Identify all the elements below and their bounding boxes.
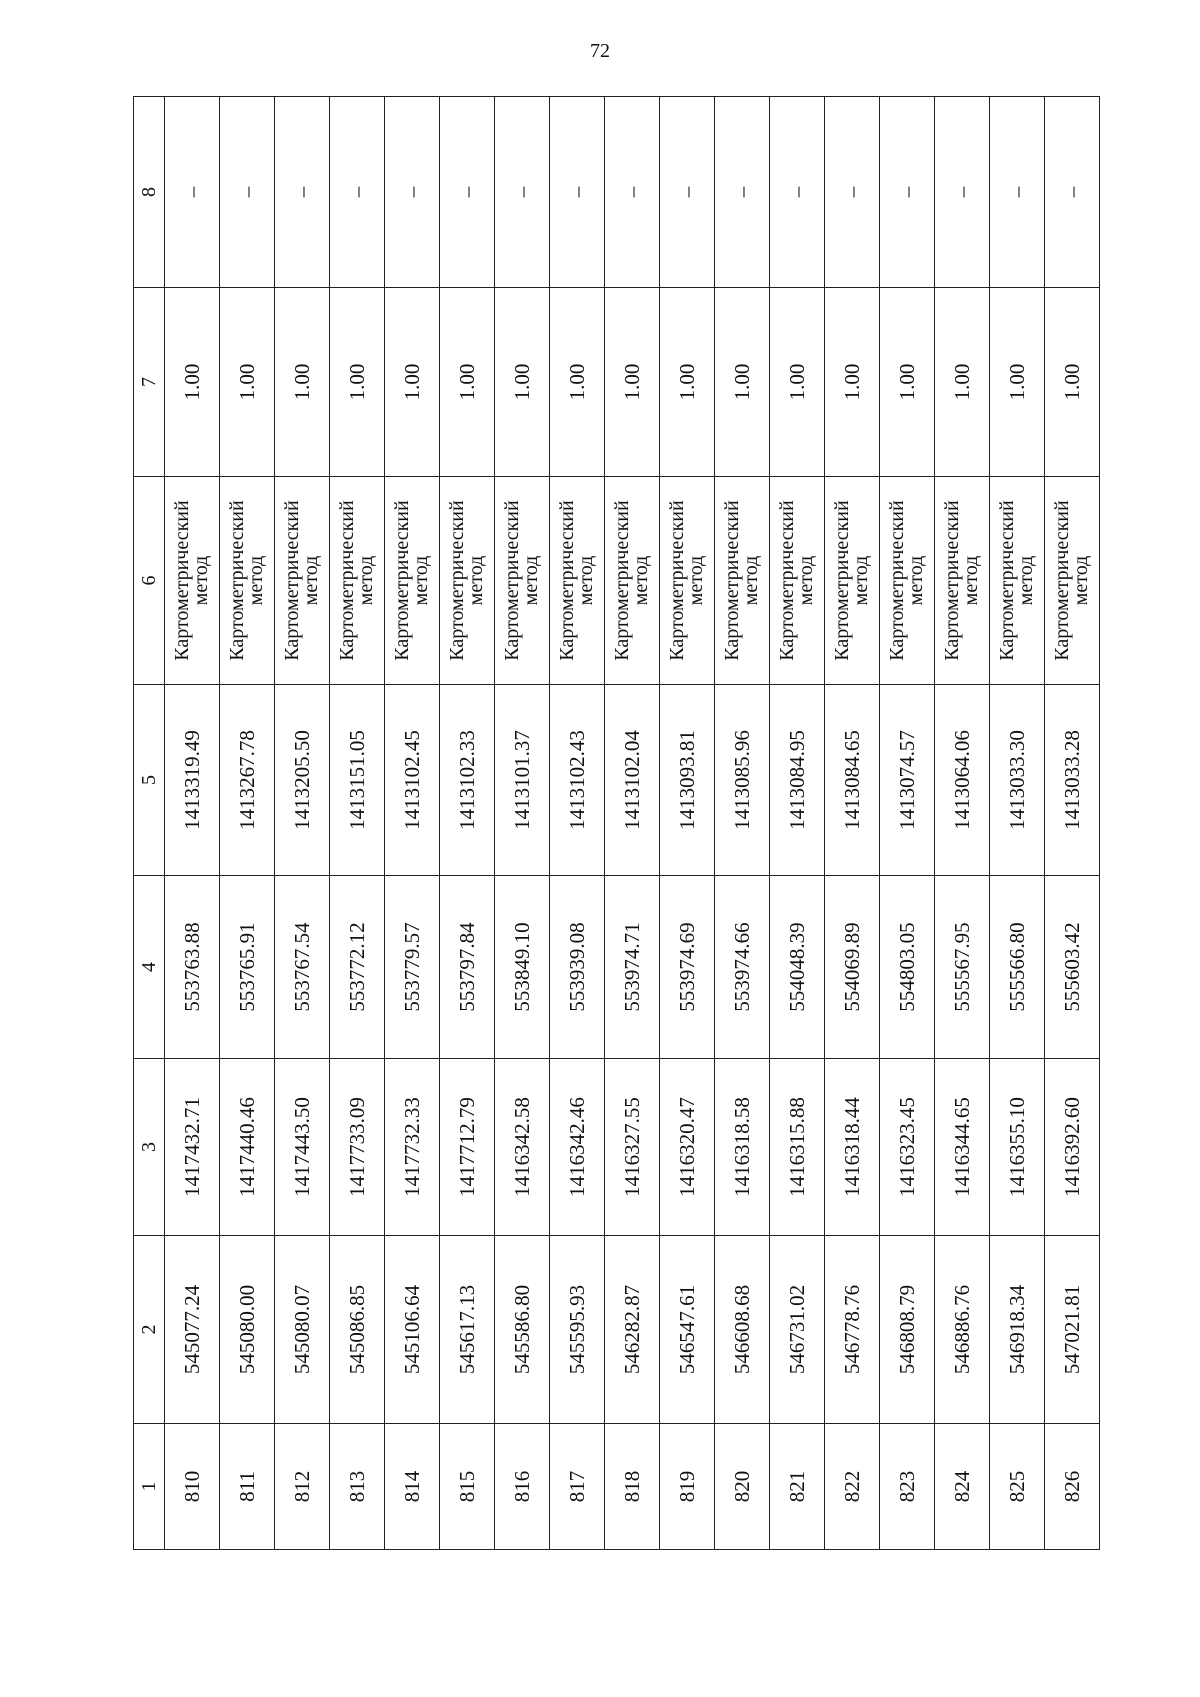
y-coordinate-cell: 1416327.55 [605,1059,660,1236]
y-coordinate-cell: 1413101.37 [495,685,550,876]
notes-cell: – [880,97,935,288]
method-line-1: Картометрический [831,500,853,661]
y-coordinate-cell: 1417733.09 [330,1059,385,1236]
method-line-1: Картометрический [611,500,633,661]
method-line-2: метод [795,555,817,606]
table-row [275,97,330,1550]
table-row [825,97,880,1550]
method-cell [330,477,385,685]
point-number-cell: 823 [880,1424,935,1550]
point-number-cell: 817 [550,1424,605,1550]
x-coordinate-cell: 555603.42 [1045,876,1100,1059]
notes-cell: – [715,97,770,288]
x-coordinate-cell: 553779.57 [385,876,440,1059]
accuracy-cell: 1.00 [495,288,550,477]
x-coordinate-cell: 546886.76 [935,1236,990,1424]
point-number-cell: 813 [330,1424,385,1550]
x-coordinate-cell: 545077.24 [165,1236,220,1424]
table-row [770,97,825,1550]
y-coordinate-cell: 1413319.49 [165,685,220,876]
table-row [880,97,935,1550]
table-row [605,97,660,1550]
column-header: 3 [134,1059,165,1236]
notes-cell: – [660,97,715,288]
y-coordinate-cell: 1416342.46 [550,1059,605,1236]
y-coordinate-cell: 1416318.44 [825,1059,880,1236]
method-line-1: Картометрический [996,500,1018,661]
y-coordinate-cell: 1413033.30 [990,685,1045,876]
accuracy-cell: 1.00 [770,288,825,477]
x-coordinate-cell: 553797.84 [440,876,495,1059]
x-coordinate-cell: 553772.12 [330,876,385,1059]
notes-cell: – [385,97,440,288]
y-coordinate-cell: 1417712.79 [440,1059,495,1236]
notes-cell: – [935,97,990,288]
x-coordinate-cell: 553849.10 [495,876,550,1059]
method-line-2: метод [905,555,927,606]
accuracy-cell: 1.00 [825,288,880,477]
x-coordinate-cell: 546282.87 [605,1236,660,1424]
method-cell [550,477,605,685]
method-cell [715,477,770,685]
method-line-2: метод [850,555,872,606]
point-number-cell: 815 [440,1424,495,1550]
y-coordinate-cell: 1413064.06 [935,685,990,876]
notes-cell: – [825,97,880,288]
column-header: 5 [134,685,165,876]
x-coordinate-cell: 555567.95 [935,876,990,1059]
x-coordinate-cell: 546778.76 [825,1236,880,1424]
accuracy-cell: 1.00 [275,288,330,477]
method-line-1: Картометрический [281,500,303,661]
y-coordinate-cell: 1416342.58 [495,1059,550,1236]
y-coordinate-cell: 1413033.28 [1045,685,1100,876]
method-line-1: Картометрический [391,500,413,661]
method-cell [385,477,440,685]
y-coordinate-cell: 1416344.65 [935,1059,990,1236]
method-line-2: метод [1070,555,1092,606]
method-line-1: Картометрический [336,500,358,661]
x-coordinate-cell: 545086.85 [330,1236,385,1424]
method-cell [275,477,330,685]
method-cell [660,477,715,685]
y-coordinate-cell: 1416355.10 [990,1059,1045,1236]
point-number-cell: 820 [715,1424,770,1550]
method-line-1: Картометрический [721,500,743,661]
x-coordinate-cell: 546808.79 [880,1236,935,1424]
x-coordinate-cell: 545106.64 [385,1236,440,1424]
point-number-cell: 818 [605,1424,660,1550]
column-header: 6 [134,477,165,685]
method-line-1: Картометрический [941,500,963,661]
column-header: 7 [134,288,165,477]
x-coordinate-cell: 553767.54 [275,876,330,1059]
point-number-cell: 826 [1045,1424,1100,1550]
y-coordinate-cell: 1416320.47 [660,1059,715,1236]
x-coordinate-cell: 547021.81 [1045,1236,1100,1424]
accuracy-cell: 1.00 [880,288,935,477]
column-header: 1 [134,1424,165,1550]
column-header: 4 [134,876,165,1059]
notes-cell: – [1045,97,1100,288]
rotated-table-wrapper [133,97,1092,1550]
coordinates-table [133,96,1100,1550]
point-number-cell: 812 [275,1424,330,1550]
x-coordinate-cell: 545080.00 [220,1236,275,1424]
method-line-2: метод [630,555,652,606]
notes-cell: – [275,97,330,288]
x-coordinate-cell: 545595.93 [550,1236,605,1424]
method-cell [495,477,550,685]
y-coordinate-cell: 1413102.04 [605,685,660,876]
table-row [165,97,220,1550]
y-coordinate-cell: 1413205.50 [275,685,330,876]
y-coordinate-cell: 1416318.58 [715,1059,770,1236]
method-line-1: Картометрический [1051,500,1073,661]
notes-cell: – [770,97,825,288]
y-coordinate-cell: 1413267.78 [220,685,275,876]
x-coordinate-cell: 554048.39 [770,876,825,1059]
y-coordinate-cell: 1413084.65 [825,685,880,876]
method-cell [825,477,880,685]
x-coordinate-cell: 554803.05 [880,876,935,1059]
method-cell [440,477,495,685]
method-line-2: метод [520,555,542,606]
table-frame [133,97,1092,1550]
point-number-cell: 810 [165,1424,220,1550]
x-coordinate-cell: 545617.13 [440,1236,495,1424]
method-cell [990,477,1045,685]
y-coordinate-cell: 1416323.45 [880,1059,935,1236]
table-row [220,97,275,1550]
x-coordinate-cell: 553763.88 [165,876,220,1059]
method-line-2: метод [300,555,322,606]
method-cell [605,477,660,685]
y-coordinate-cell: 1416315.88 [770,1059,825,1236]
point-number-cell: 811 [220,1424,275,1550]
point-number-cell: 819 [660,1424,715,1550]
table-row [715,97,770,1550]
method-line-2: метод [740,555,762,606]
accuracy-cell: 1.00 [990,288,1045,477]
method-cell [935,477,990,685]
method-line-2: метод [245,555,267,606]
notes-cell: – [165,97,220,288]
method-line-1: Картометрический [501,500,523,661]
point-number-cell: 824 [935,1424,990,1550]
table-row [385,97,440,1550]
table-body [165,97,1100,1550]
table-row [330,97,385,1550]
table-row [660,97,715,1550]
x-coordinate-cell: 553974.66 [715,876,770,1059]
y-coordinate-cell: 1413151.05 [330,685,385,876]
x-coordinate-cell: 555566.80 [990,876,1045,1059]
table-row [990,97,1045,1550]
method-line-1: Картометрический [226,500,248,661]
accuracy-cell: 1.00 [165,288,220,477]
table-header-row [134,97,165,1550]
y-coordinate-cell: 1413093.81 [660,685,715,876]
x-coordinate-cell: 553765.91 [220,876,275,1059]
method-line-2: метод [685,555,707,606]
accuracy-cell: 1.00 [715,288,770,477]
y-coordinate-cell: 1413102.45 [385,685,440,876]
method-cell [880,477,935,685]
y-coordinate-cell: 1413085.96 [715,685,770,876]
x-coordinate-cell: 553939.08 [550,876,605,1059]
method-line-1: Картометрический [886,500,908,661]
x-coordinate-cell: 546731.02 [770,1236,825,1424]
point-number-cell: 821 [770,1424,825,1550]
method-cell [165,477,220,685]
method-line-2: метод [355,555,377,606]
accuracy-cell: 1.00 [385,288,440,477]
notes-cell: – [220,97,275,288]
point-number-cell: 825 [990,1424,1045,1550]
accuracy-cell: 1.00 [660,288,715,477]
point-number-cell: 822 [825,1424,880,1550]
notes-cell: – [605,97,660,288]
table-row [495,97,550,1550]
x-coordinate-cell: 546608.68 [715,1236,770,1424]
point-number-cell: 814 [385,1424,440,1550]
method-line-2: метод [1015,555,1037,606]
notes-cell: – [330,97,385,288]
y-coordinate-cell: 1417443.50 [275,1059,330,1236]
y-coordinate-cell: 1417732.33 [385,1059,440,1236]
accuracy-cell: 1.00 [1045,288,1100,477]
notes-cell: – [440,97,495,288]
page-number: 72 [590,40,610,62]
method-line-1: Картометрический [171,500,193,661]
method-line-1: Картометрический [556,500,578,661]
y-coordinate-cell: 1413074.57 [880,685,935,876]
notes-cell: – [550,97,605,288]
point-number-cell: 816 [495,1424,550,1550]
method-line-2: метод [575,555,597,606]
method-cell [1045,477,1100,685]
x-coordinate-cell: 545586.80 [495,1236,550,1424]
x-coordinate-cell: 553974.69 [660,876,715,1059]
y-coordinate-cell: 1413102.43 [550,685,605,876]
accuracy-cell: 1.00 [935,288,990,477]
x-coordinate-cell: 545080.07 [275,1236,330,1424]
y-coordinate-cell: 1413102.33 [440,685,495,876]
column-header: 2 [134,1236,165,1424]
y-coordinate-cell: 1416392.60 [1045,1059,1100,1236]
table-row [1045,97,1100,1550]
method-line-2: метод [465,555,487,606]
method-line-1: Картометрический [776,500,798,661]
y-coordinate-cell: 1417440.46 [220,1059,275,1236]
x-coordinate-cell: 554069.89 [825,876,880,1059]
table-row [935,97,990,1550]
accuracy-cell: 1.00 [330,288,385,477]
x-coordinate-cell: 546918.34 [990,1236,1045,1424]
table-row [440,97,495,1550]
notes-cell: – [990,97,1045,288]
method-cell [770,477,825,685]
y-coordinate-cell: 1417432.71 [165,1059,220,1236]
x-coordinate-cell: 546547.61 [660,1236,715,1424]
method-cell [220,477,275,685]
table-row [550,97,605,1550]
accuracy-cell: 1.00 [440,288,495,477]
notes-cell: – [495,97,550,288]
x-coordinate-cell: 553974.71 [605,876,660,1059]
accuracy-cell: 1.00 [220,288,275,477]
method-line-1: Картометрический [446,500,468,661]
column-header: 8 [134,97,165,288]
accuracy-cell: 1.00 [550,288,605,477]
accuracy-cell: 1.00 [605,288,660,477]
method-line-2: метод [190,555,212,606]
y-coordinate-cell: 1413084.95 [770,685,825,876]
method-line-2: метод [410,555,432,606]
method-line-2: метод [960,555,982,606]
method-line-1: Картометрический [666,500,688,661]
